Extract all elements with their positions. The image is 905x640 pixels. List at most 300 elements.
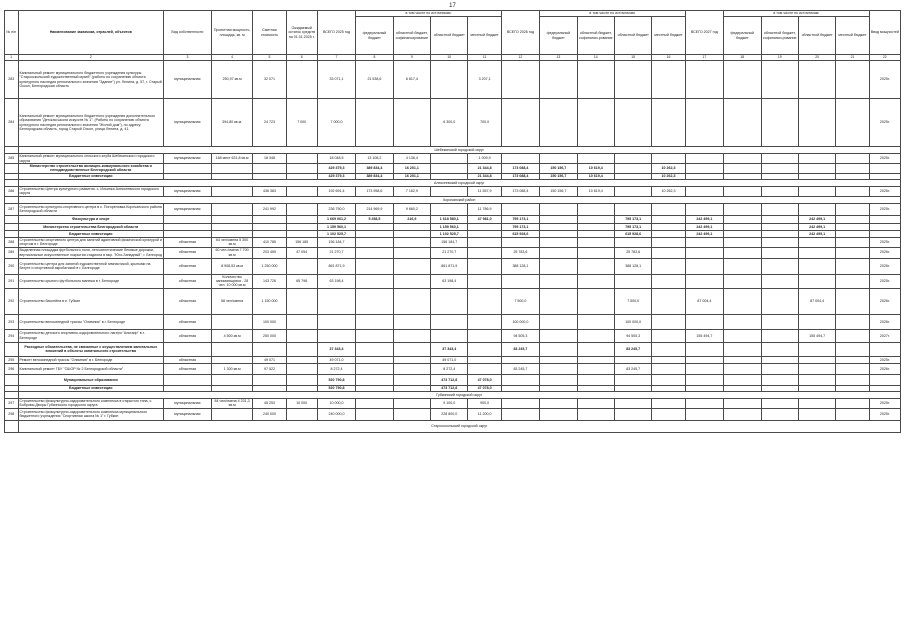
- table-row: [5, 258, 901, 274]
- column-index-cell: 11: [468, 55, 501, 61]
- value-cell-l26: [652, 99, 685, 147]
- value-cell-t27: [685, 203, 723, 215]
- value-cell-r26: 83 245,7: [614, 363, 651, 374]
- value-cell-l27: [836, 164, 869, 174]
- value-cell-t25: 1 102 525,7: [317, 230, 355, 237]
- ownership-cell: областная: [164, 237, 212, 247]
- value-cell-t26: 173 088,4: [501, 186, 539, 196]
- value-cell-t27: [685, 408, 723, 420]
- value-cell-rc26: [577, 215, 614, 223]
- value-cell-t27: [685, 258, 723, 274]
- value-cell-l26: [652, 274, 685, 288]
- cost-cell: [253, 223, 286, 230]
- column-index-cell: 16: [652, 55, 685, 61]
- value-cell-t27: [685, 314, 723, 329]
- value-cell-l27: [836, 186, 869, 196]
- value-cell-l26: [652, 374, 685, 385]
- value-cell-rc25: 6 817,4: [393, 61, 430, 99]
- row-number-cell: [5, 391, 19, 398]
- value-cell-t25: 7 000,0: [317, 99, 355, 147]
- row-number-cell: [5, 196, 19, 203]
- value-cell-r25: 1 159 560,1: [431, 223, 468, 230]
- year-cell: 2025г.: [869, 154, 900, 164]
- value-cell-f25: [356, 374, 393, 385]
- column-index-cell: 12: [501, 55, 539, 61]
- capacity-cell: [211, 408, 253, 420]
- value-cell-t26: 173 088,4: [501, 173, 539, 179]
- value-cell-rc26: 10 619,4: [577, 173, 614, 179]
- value-cell-l25: 11 786,9: [468, 203, 501, 215]
- year-cell: [869, 230, 900, 237]
- capacity-cell: 394,80 кв.м.: [211, 99, 253, 147]
- header-group-2026: в том числе по источникам:: [540, 11, 685, 17]
- subtotal-title: Министерство строительства Белгородской области: [18, 223, 164, 230]
- value-cell-rc26: [577, 408, 614, 420]
- column-index-cell: 13: [540, 55, 577, 61]
- value-cell-rc26: [577, 274, 614, 288]
- value-cell-t27: [685, 247, 723, 258]
- header-regional-2025: областной бюджет: [431, 17, 468, 55]
- year-cell: [869, 374, 900, 385]
- value-cell-f27: [724, 374, 761, 385]
- value-cell-f27: [724, 154, 761, 164]
- value-cell-rc26: [577, 154, 614, 164]
- value-cell-rc25: 9 660,2: [393, 203, 430, 215]
- capacity-cell: 8 908,53 кв.м: [211, 258, 253, 274]
- column-index-cell: 18: [724, 55, 761, 61]
- row-number-cell: 290: [5, 258, 19, 274]
- header-col-capacity: Проектная мощность, площадь, кв. м: [211, 11, 253, 55]
- value-cell-r27: [798, 61, 835, 99]
- remaining-cell: 7 000: [286, 99, 317, 147]
- value-cell-l25: 700,0: [468, 99, 501, 147]
- value-cell-rc25: [393, 288, 430, 314]
- value-cell-f27: [724, 61, 761, 99]
- section-title: Шебекинский городской округ: [18, 147, 901, 154]
- value-cell-r27: 87 004,4: [798, 288, 835, 314]
- value-cell-f25: [356, 329, 393, 342]
- subtotal-row: [5, 342, 901, 356]
- cost-cell: 24 723: [253, 99, 286, 147]
- header-col-total-2026: ВСЕГО 2026 год: [501, 11, 539, 55]
- cost-cell: 32 071: [253, 61, 286, 99]
- value-cell-t25: 429 379,3: [317, 173, 355, 179]
- value-cell-f27: [724, 186, 761, 196]
- value-cell-t26: 173 088,4: [501, 164, 539, 174]
- value-cell-f25: [356, 230, 393, 237]
- value-cell-l27: [836, 223, 869, 230]
- value-cell-f25: 21 538,6: [356, 61, 393, 99]
- value-cell-l25: [468, 356, 501, 363]
- value-cell-l26: 10 262,3: [652, 186, 685, 196]
- value-cell-rc27: [761, 408, 798, 420]
- value-cell-l27: [836, 398, 869, 408]
- value-cell-rc25: [393, 274, 430, 288]
- value-cell-t27: [685, 342, 723, 356]
- value-cell-t26: [501, 398, 539, 408]
- value-cell-l26: [652, 247, 685, 258]
- value-cell-rc25: 16 201,1: [393, 173, 430, 179]
- value-cell-r25: 21 270,7: [431, 247, 468, 258]
- value-cell-rc26: [577, 223, 614, 230]
- value-cell-f26: [540, 230, 577, 237]
- column-index-cell: 2: [18, 55, 164, 61]
- value-cell-r26: [614, 237, 651, 247]
- value-cell-l27: [836, 230, 869, 237]
- column-index-cell: 5: [253, 55, 286, 61]
- object-name-cell: Капитальный ремонт муниципального бюджетного учреждения дополнительного образования "Детская школа искусств № 1". (Работы по сохранению объекта культурного наследия регионального значения "Жилой дом"), по адресу: Белгородская область, город Старый Оскол, улица Ленина, д. 41.: [18, 99, 164, 147]
- subtotal-title: Министерство строительства жилищно-коммунального хозяйства и неподведомственные Белгородской области: [18, 164, 164, 174]
- value-cell-t27: [685, 274, 723, 288]
- value-cell-l27: [836, 154, 869, 164]
- value-cell-r25: [431, 329, 468, 342]
- value-cell-f25: [356, 314, 393, 329]
- value-cell-r27: [798, 237, 835, 247]
- value-cell-rc26: [577, 203, 614, 215]
- value-cell-t25: 10 000,0: [317, 398, 355, 408]
- capacity-cell: [211, 356, 253, 363]
- value-cell-r25: 1 102 525,7: [431, 230, 468, 237]
- value-cell-f26: [540, 215, 577, 223]
- object-name-cell: Строительство физкультурно-оздоровительного комплекса в открытого типа, с. Бобровы Дворы Губкинского городского округа: [18, 398, 164, 408]
- value-cell-rc27: [761, 99, 798, 147]
- value-cell-rc26: [577, 342, 614, 356]
- value-cell-r27: [798, 398, 835, 408]
- value-cell-r27: [798, 374, 835, 385]
- capacity-cell: [211, 186, 253, 196]
- object-name-cell: Ремонт велосипедной трассы "Олимпия" в г. Белгороде: [18, 356, 164, 363]
- value-cell-t25: 1 159 560,1: [317, 223, 355, 230]
- value-cell-rc25: [393, 408, 430, 420]
- ownership-cell: муниципальная: [164, 154, 212, 164]
- value-cell-r27: [798, 247, 835, 258]
- value-cell-r25: 473 712,8: [431, 374, 468, 385]
- row-number-cell: [5, 147, 19, 154]
- value-cell-rc25: 16 201,1: [393, 164, 430, 174]
- value-cell-f27: [724, 363, 761, 374]
- table-row: [5, 237, 901, 247]
- value-cell-l27: [836, 274, 869, 288]
- year-cell: 2026г.: [869, 314, 900, 329]
- table-row: [5, 398, 901, 408]
- header-regional-2027: областной бюджет: [798, 17, 835, 55]
- value-cell-l25: 21 344,8: [468, 173, 501, 179]
- value-cell-r25: [431, 61, 468, 99]
- column-index-cell: 9: [393, 55, 430, 61]
- value-cell-l26: [652, 288, 685, 314]
- value-cell-l26: [652, 61, 685, 99]
- value-cell-l25: 47 078,0: [468, 385, 501, 391]
- value-cell-f25: 5 258,5: [356, 215, 393, 223]
- value-cell-r26: [614, 164, 651, 174]
- value-cell-r25: 1 618 580,1: [431, 215, 468, 223]
- capacity-cell: 58 чел/смена: [211, 288, 253, 314]
- value-cell-t26: 795 173,1: [501, 215, 539, 223]
- value-cell-f25: [356, 237, 393, 247]
- value-cell-f26: 150 156,7: [540, 173, 577, 179]
- header-federal-2027: федеральный бюджет: [724, 17, 761, 55]
- value-cell-f26: [540, 329, 577, 342]
- row-number-cell: 293: [5, 314, 19, 329]
- value-cell-f26: [540, 314, 577, 329]
- capacity-cell: [211, 342, 253, 356]
- value-cell-r25: [431, 203, 468, 215]
- cost-cell: 410 785: [253, 237, 286, 247]
- value-cell-l26: [652, 329, 685, 342]
- cost-cell: 143 726: [253, 274, 286, 288]
- ownership-cell: областная: [164, 363, 212, 374]
- value-cell-l26: 10 262,3: [652, 173, 685, 179]
- capacity-cell: [211, 203, 253, 215]
- year-cell: 2026г.: [869, 288, 900, 314]
- value-cell-l26: [652, 314, 685, 329]
- value-cell-t26: [501, 99, 539, 147]
- value-cell-r26: 94 505,3: [614, 329, 651, 342]
- value-cell-f27: [724, 230, 761, 237]
- value-cell-t25: 8 272,4: [317, 363, 355, 374]
- page-number: 17: [449, 3, 456, 9]
- value-cell-r27: [798, 99, 835, 147]
- year-cell: 2025г.: [869, 274, 900, 288]
- value-cell-rc25: 4 136,4: [393, 154, 430, 164]
- value-cell-r25: [431, 314, 468, 329]
- value-cell-l27: [836, 329, 869, 342]
- value-cell-rc27: [761, 154, 798, 164]
- cost-cell: 18 348: [253, 154, 286, 164]
- ownership-cell: муниципальная: [164, 186, 212, 196]
- cost-cell: 203 459: [253, 247, 286, 258]
- value-cell-f25: [356, 408, 393, 420]
- value-cell-f27: [724, 398, 761, 408]
- value-cell-rc25: [393, 398, 430, 408]
- value-cell-f26: [540, 247, 577, 258]
- value-cell-f25: [356, 398, 393, 408]
- row-number-cell: [5, 230, 19, 237]
- value-cell-rc25: [393, 230, 430, 237]
- value-cell-t27: [685, 237, 723, 247]
- column-index-cell: 7: [317, 55, 355, 61]
- ownership-cell: областная: [164, 258, 212, 274]
- remaining-cell: [286, 356, 317, 363]
- value-cell-rc27: [761, 374, 798, 385]
- value-cell-rc27: [761, 329, 798, 342]
- remaining-cell: [286, 288, 317, 314]
- row-number-cell: 297: [5, 398, 19, 408]
- row-number-cell: 291: [5, 274, 19, 288]
- value-cell-t27: [685, 61, 723, 99]
- value-cell-t25: 520 790,8: [317, 385, 355, 391]
- value-cell-r27: [798, 356, 835, 363]
- value-cell-r26: 83 245,7: [614, 342, 651, 356]
- year-cell: 2027г.: [869, 329, 900, 342]
- value-cell-l25: [468, 363, 501, 374]
- row-number-cell: 286: [5, 186, 19, 196]
- value-cell-r26: [614, 99, 651, 147]
- value-cell-rc25: [393, 247, 430, 258]
- year-cell: 2026г.: [869, 258, 900, 274]
- value-cell-l26: [652, 342, 685, 356]
- row-number-cell: 284: [5, 99, 19, 147]
- year-cell: 2025г.: [869, 408, 900, 420]
- capacity-cell: [211, 223, 253, 230]
- value-cell-l26: 10 262,3: [652, 164, 685, 174]
- row-number-cell: 285: [5, 154, 19, 164]
- object-name-cell: Капитальный ремонт муниципального бюджетного учреждения культуры "Старооскольский художественный музей" (работы по сохранению объекта культурного наследия регионального значения "Здание") ул. Ленина, д. 57, г. Старый Оскол, Белгородская область: [18, 61, 164, 99]
- remaining-cell: [286, 408, 317, 420]
- value-cell-t26: 25 783,6: [501, 247, 539, 258]
- value-cell-f26: [540, 258, 577, 274]
- value-cell-r26: 100 000,0: [614, 314, 651, 329]
- ownership-cell: муниципальная: [164, 408, 212, 420]
- value-cell-rc25: [393, 329, 430, 342]
- remaining-cell: [286, 258, 317, 274]
- value-cell-l27: [836, 342, 869, 356]
- value-cell-l27: [836, 288, 869, 314]
- section-row: [5, 420, 901, 432]
- value-cell-t25: 156 184,7: [317, 237, 355, 247]
- column-index-cell: 8: [356, 55, 393, 61]
- value-cell-r27: 242 499,1: [798, 215, 835, 223]
- value-cell-f25: 389 834,4: [356, 164, 393, 174]
- value-cell-rc25: [393, 99, 430, 147]
- value-cell-f26: [540, 363, 577, 374]
- value-cell-rc26: [577, 398, 614, 408]
- header-regional-cofin-2025: областной бюджет, софинансирование: [393, 17, 430, 55]
- value-cell-l27: [836, 314, 869, 329]
- value-cell-rc25: [393, 374, 430, 385]
- value-cell-f27: [724, 247, 761, 258]
- table-row: [5, 99, 901, 147]
- year-cell: 2025г.: [869, 237, 900, 247]
- value-cell-l26: [652, 363, 685, 374]
- value-cell-rc27: [761, 215, 798, 223]
- value-cell-f26: [540, 61, 577, 99]
- header-col-total-2027: ВСЕГО 2027 год: [685, 11, 723, 55]
- value-cell-r27: [798, 314, 835, 329]
- year-cell: 2026г.: [869, 363, 900, 374]
- year-cell: [869, 342, 900, 356]
- value-cell-r26: [614, 408, 651, 420]
- value-cell-l25: 900,0: [468, 398, 501, 408]
- column-index-cell: 21: [836, 55, 869, 61]
- value-cell-rc25: [393, 342, 430, 356]
- value-cell-f26: [540, 374, 577, 385]
- value-cell-f27: [724, 274, 761, 288]
- value-cell-r25: 473 712,8: [431, 385, 468, 391]
- capacity-cell: 250,97 кв.м: [211, 61, 253, 99]
- object-name-cell: Строительство бассейна в п. Губкин: [18, 288, 164, 314]
- year-cell: [869, 164, 900, 174]
- capacity-cell: 64 чел/смена 5 300 кв.м: [211, 237, 253, 247]
- cost-cell: 250 000: [253, 329, 286, 342]
- cost-cell: [253, 230, 286, 237]
- value-cell-l27: [836, 247, 869, 258]
- object-name-cell: Капитальный ремонт ГБУ "СШОР № 2 Белгородской области": [18, 363, 164, 374]
- year-cell: 2025г.: [869, 356, 900, 363]
- table-row: [5, 288, 901, 314]
- value-cell-r25: 228 800,0: [431, 408, 468, 420]
- ownership-cell: муниципальная: [164, 203, 212, 215]
- value-cell-f27: [724, 99, 761, 147]
- value-cell-rc27: [761, 274, 798, 288]
- value-cell-f25: 173 958,6: [356, 186, 393, 196]
- value-cell-r26: 25 783,6: [614, 247, 651, 258]
- value-cell-r25: 37 343,4: [431, 342, 468, 356]
- value-cell-rc25: [393, 356, 430, 363]
- remaining-cell: 156 185: [286, 237, 317, 247]
- cost-cell: [253, 342, 286, 356]
- value-cell-rc27: [761, 258, 798, 274]
- value-cell-t27: [685, 398, 723, 408]
- value-cell-rc27: [761, 247, 798, 258]
- remaining-cell: [286, 314, 317, 329]
- column-index-cell: 19: [761, 55, 798, 61]
- value-cell-t27: 242 499,1: [685, 230, 723, 237]
- value-cell-r25: 8 272,4: [431, 363, 468, 374]
- value-cell-r26: [614, 356, 651, 363]
- value-cell-t27: [685, 186, 723, 196]
- value-cell-f27: [724, 237, 761, 247]
- row-number-cell: 287: [5, 203, 19, 215]
- value-cell-t25: 240 000,0: [317, 408, 355, 420]
- row-number-cell: [5, 179, 19, 186]
- value-cell-rc25: [393, 363, 430, 374]
- value-cell-r26: [614, 61, 651, 99]
- value-cell-l26: [652, 408, 685, 420]
- value-cell-t26: 615 928,6: [501, 230, 539, 237]
- remaining-cell: [286, 223, 317, 230]
- value-cell-rc26: [577, 247, 614, 258]
- value-cell-l25: [468, 237, 501, 247]
- value-cell-rc26: 10 619,4: [577, 186, 614, 196]
- value-cell-l25: [468, 274, 501, 288]
- ownership-cell: [164, 342, 212, 356]
- value-cell-rc26: [577, 61, 614, 99]
- value-cell-r27: 242 499,1: [798, 230, 835, 237]
- row-number-cell: [5, 374, 19, 385]
- value-cell-t25: 33 071,1: [317, 61, 355, 99]
- value-cell-t27: [685, 363, 723, 374]
- value-cell-rc27: [761, 314, 798, 329]
- value-cell-r25: 6 300,0: [431, 99, 468, 147]
- value-cell-r27: [798, 408, 835, 420]
- header-group-2025: в том числе по источникам:: [356, 11, 501, 17]
- value-cell-t26: [501, 374, 539, 385]
- object-name-cell: Выделенная площадка футбольного поля, легкоатлетические беговые дорожки, вертикальные искусственные покрытия стадиона в мкр. "Юго-Западный", г. Белгород: [19, 248, 162, 257]
- value-cell-r26: [614, 203, 651, 215]
- value-cell-t27: [685, 154, 723, 164]
- value-cell-f25: [356, 356, 393, 363]
- value-cell-rc26: [577, 230, 614, 237]
- value-cell-l25: 11 557,9: [468, 186, 501, 196]
- table-row: [5, 154, 901, 164]
- table-body: [5, 61, 901, 433]
- value-cell-rc27: [761, 164, 798, 174]
- value-cell-f25: [356, 99, 393, 147]
- value-cell-rc26: [577, 288, 614, 314]
- value-cell-r26: 615 928,6: [614, 230, 651, 237]
- value-cell-f26: [540, 408, 577, 420]
- value-cell-t25: 192 691,4: [317, 186, 355, 196]
- value-cell-f25: [356, 363, 393, 374]
- section-title: Старооскольский городской округ: [18, 420, 901, 432]
- value-cell-rc26: 10 619,4: [577, 164, 614, 174]
- table-row: [5, 356, 901, 363]
- value-cell-rc27: [761, 230, 798, 237]
- table-row: [5, 314, 901, 329]
- value-cell-rc25: 7 162,9: [393, 186, 430, 196]
- value-cell-r26: [614, 398, 651, 408]
